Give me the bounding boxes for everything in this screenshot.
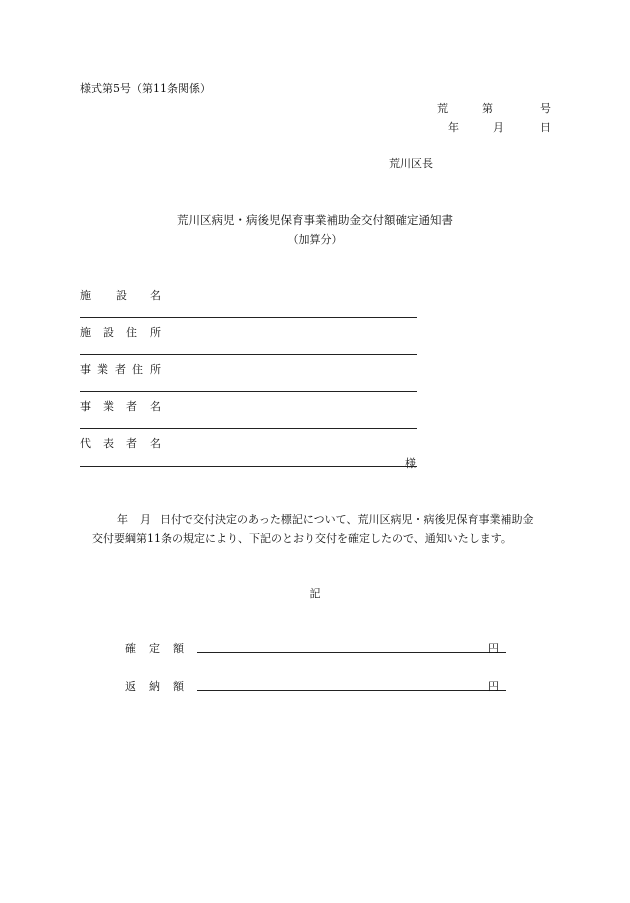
label-char: 設 xyxy=(116,289,127,302)
form-number: 様式第5号（第11条関係） xyxy=(80,82,211,95)
label-char: 代 xyxy=(80,437,91,450)
label-char: 住 xyxy=(126,326,137,339)
label-char: 事 xyxy=(80,400,91,413)
label-char: 確 xyxy=(125,642,136,655)
label-char: 納 xyxy=(149,680,160,693)
label-char: 業 xyxy=(97,363,108,376)
label-char: 名 xyxy=(150,437,161,450)
label-char: 額 xyxy=(173,680,184,693)
label-char: 者 xyxy=(115,363,126,376)
confirmed-amount-unit: 円 xyxy=(488,642,499,655)
representative-name-line xyxy=(80,466,417,467)
issuer: 荒川区長 xyxy=(389,157,433,170)
label-char: 返 xyxy=(125,680,136,693)
refund-amount-line xyxy=(197,690,506,691)
label-char: 名 xyxy=(150,289,161,302)
date-month: 月 xyxy=(493,121,504,134)
date-day: 日 xyxy=(540,121,551,134)
label-char: 業 xyxy=(103,400,114,413)
label-char: 住 xyxy=(132,363,143,376)
label-char: 名 xyxy=(150,400,161,413)
label-char: 者 xyxy=(126,437,137,450)
label-char: 額 xyxy=(173,642,184,655)
label-char: 所 xyxy=(150,326,161,339)
label-char: 施 xyxy=(80,289,91,302)
label-char: 所 xyxy=(150,363,161,376)
label-char: 表 xyxy=(103,437,114,450)
refund-amount-unit: 円 xyxy=(488,680,499,693)
label-char: 定 xyxy=(149,642,160,655)
body-month: 月 xyxy=(140,513,151,526)
body-line1: 日付で交付決定のあった標記について、荒川区病児・病後児保育事業補助金 xyxy=(160,513,534,526)
confirmed-amount-line xyxy=(197,652,506,653)
facility-name-line xyxy=(80,317,417,318)
document-subtitle: （加算分） xyxy=(287,233,343,246)
label-char: 施 xyxy=(80,326,91,339)
doc-number-dai: 第 xyxy=(482,102,493,115)
ki-heading: 記 xyxy=(309,587,321,600)
body-year: 年 xyxy=(117,513,128,526)
label-char: 事 xyxy=(80,363,91,376)
honorific-sama: 様 xyxy=(405,457,416,470)
label-char: 者 xyxy=(126,400,137,413)
label-char: 設 xyxy=(103,326,114,339)
date-year: 年 xyxy=(448,121,459,134)
body-line2: 交付要綱第11条の規定により、下記のとおり交付を確定したので、通知いたします。 xyxy=(92,532,512,545)
operator-address-line xyxy=(80,391,417,392)
doc-number-office: 荒 xyxy=(437,102,448,115)
document-title: 荒川区病児・病後児保育事業補助金交付額確定通知書 xyxy=(177,213,453,227)
doc-number-go: 号 xyxy=(540,102,551,115)
facility-address-line xyxy=(80,354,417,355)
operator-name-line xyxy=(80,428,417,429)
